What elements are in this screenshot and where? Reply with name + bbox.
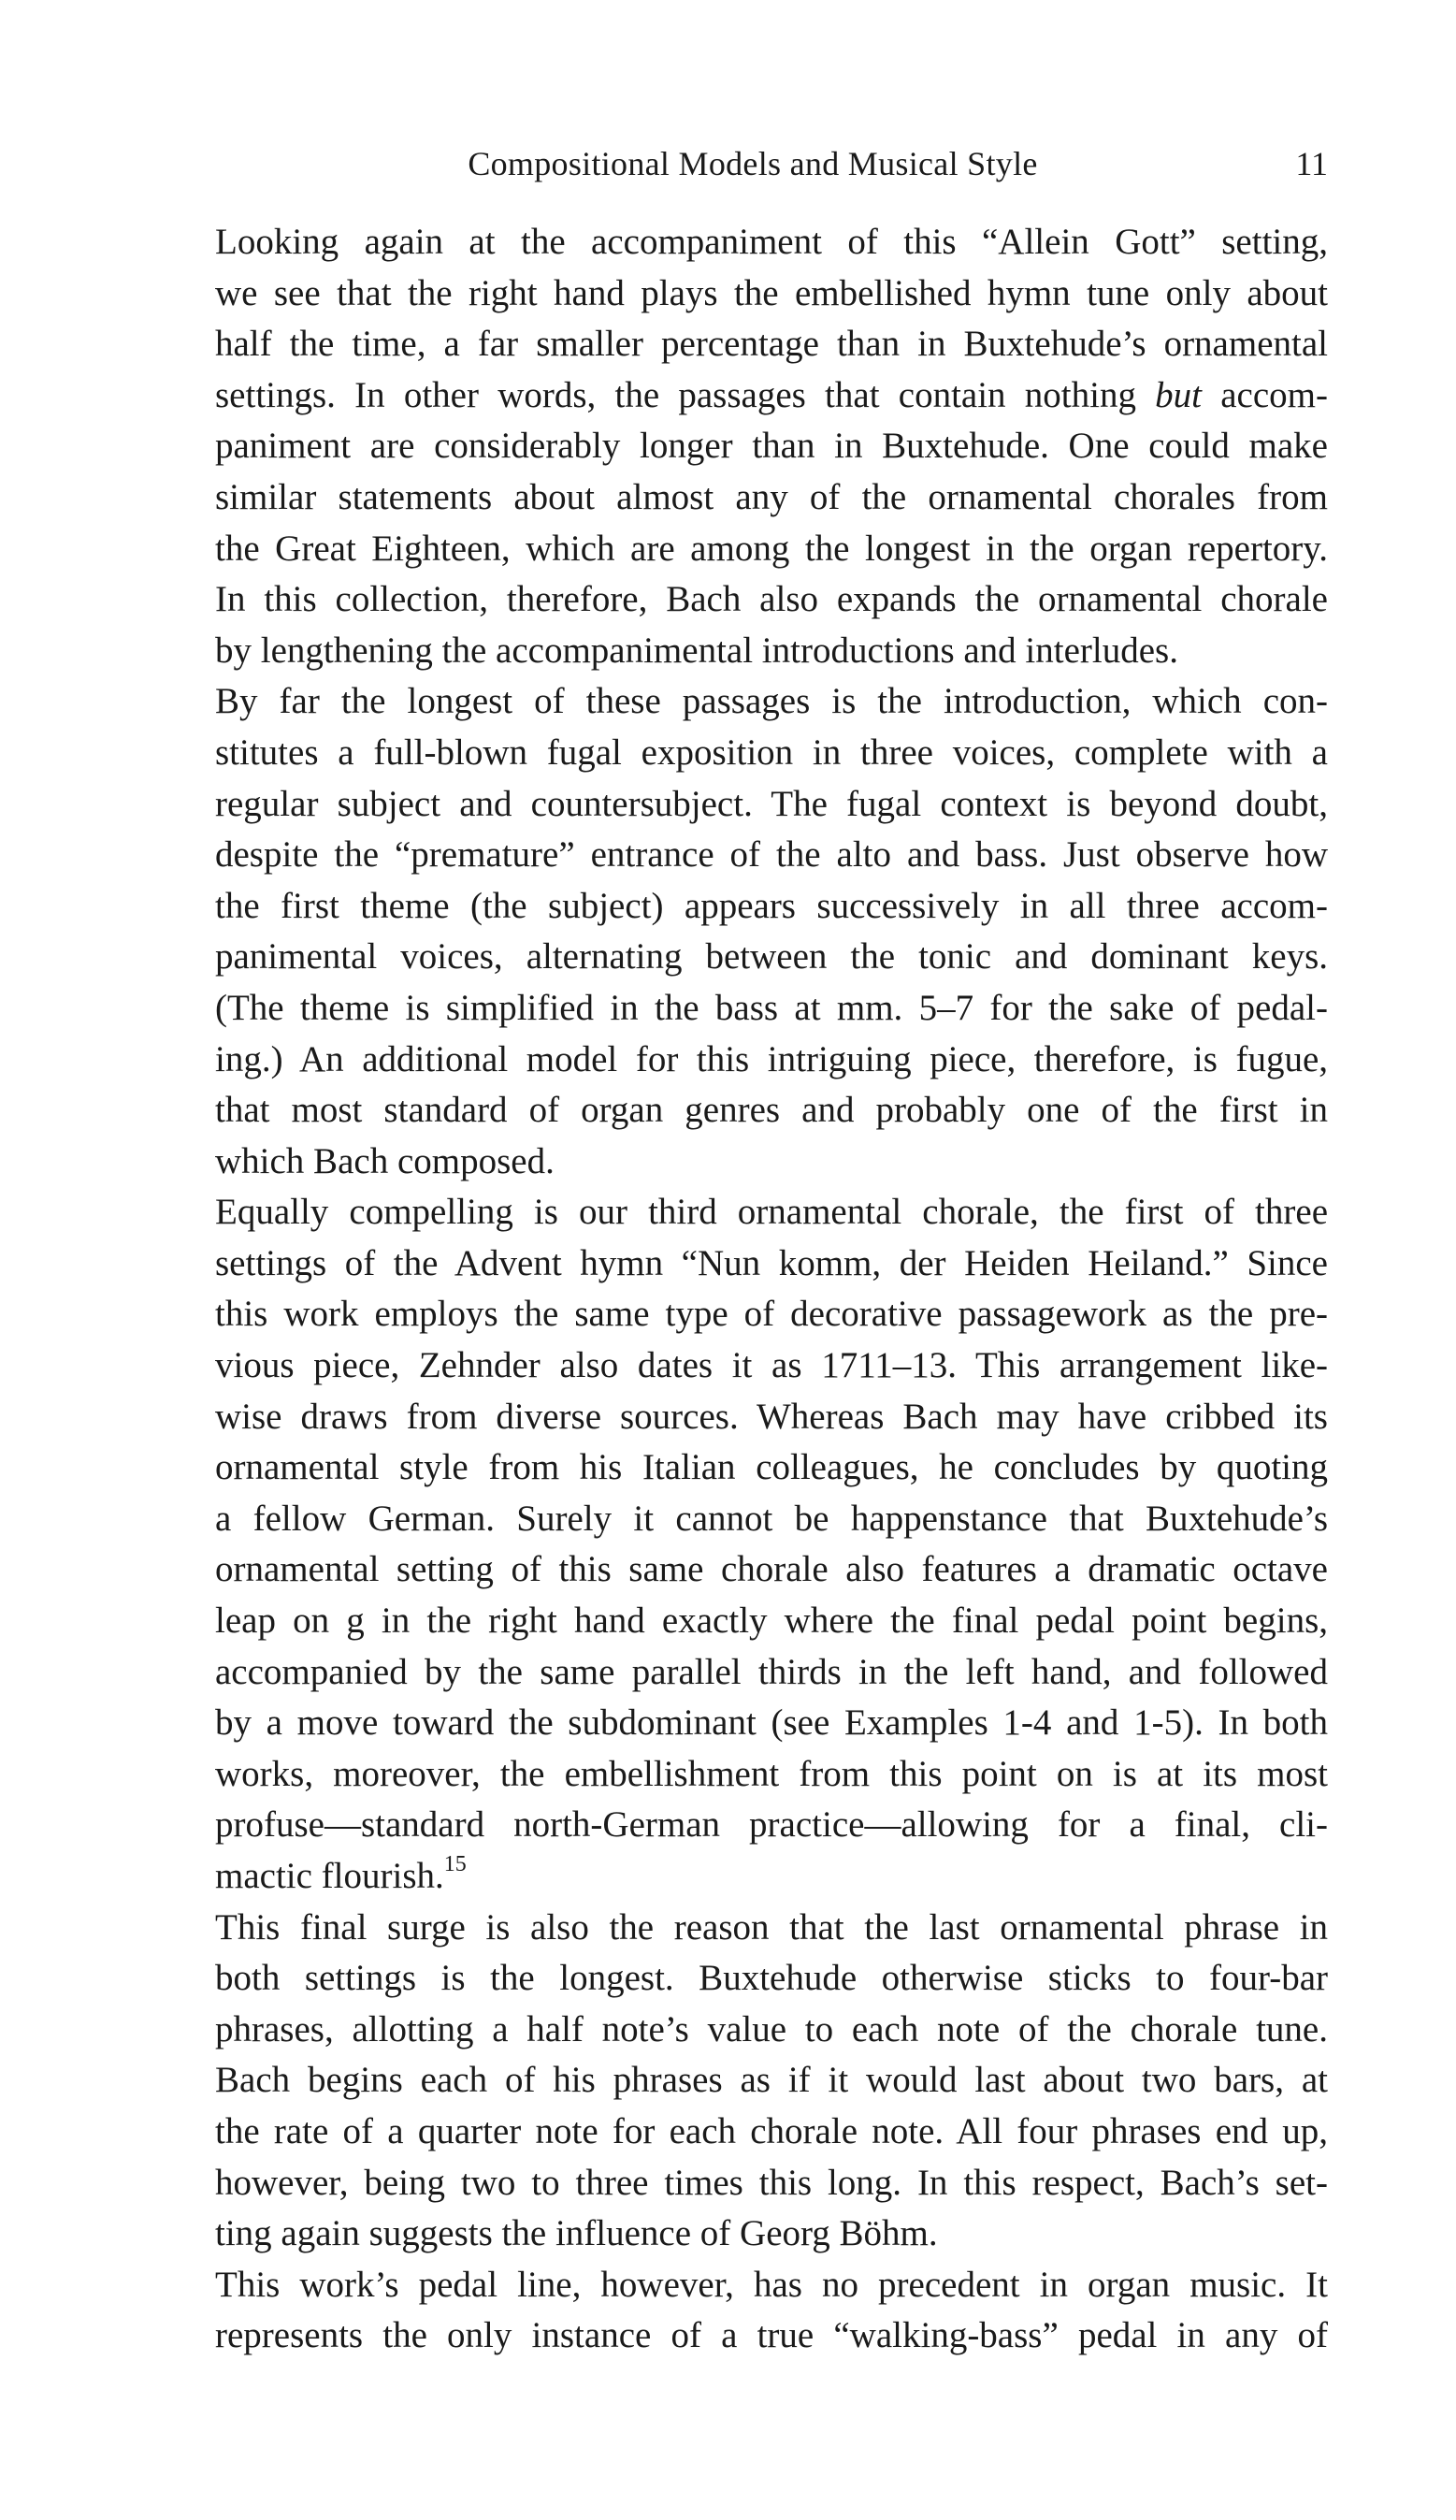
text-line: the Great Eighteen, which are among the longest in the organ repertory. xyxy=(215,528,1328,569)
text-line: a fellow German. Surely it cannot be happenstance that Buxtehude’s xyxy=(215,1498,1328,1539)
text-line: panimental voices, alternating between the tonic and dominant keys. xyxy=(215,936,1328,978)
text-segment: mactic flourish. xyxy=(215,1856,444,1896)
text-line: the first theme (the subject) appears successively in all three accom- xyxy=(215,885,1328,926)
text-line: This final surge is also the reason that the last ornamental phrase in xyxy=(215,1906,1328,1948)
text-line: In this collection, therefore, Bach also expands the ornamental chorale xyxy=(215,579,1328,620)
text-line: by a move toward the subdominant (see Examples 1-4 and 1-5). In both xyxy=(215,1702,1328,1744)
text-line: ting again suggests the influence of Georg Böhm. xyxy=(215,2213,938,2254)
text-line: despite the “premature” entrance of the alto and bass. Just observe how xyxy=(215,834,1328,876)
paragraph-5 xyxy=(178,2260,1328,2362)
text-line: similar statements about almost any of the ornamental chorales from xyxy=(215,476,1328,517)
text-line: This work’s pedal line, however, has no precedent in organ music. It xyxy=(215,2264,1328,2305)
text-line: we see that the right hand plays the embellished hymn tune only about xyxy=(215,272,1328,313)
text-line: ornamental setting of this same chorale also features a dramatic octave xyxy=(215,1549,1328,1590)
text-line: wise draws from diverse sources. Whereas Bach may have cribbed its xyxy=(215,1396,1328,1437)
text-line: ornamental style from his Italian colleagues, he concludes by quoting xyxy=(215,1447,1328,1488)
text-line: stitutes a full-blown fugal exposition in three voices, complete with a xyxy=(215,731,1328,773)
paragraph-3 xyxy=(178,1187,1328,1902)
text-line: which Bach composed. xyxy=(215,1140,555,1181)
running-head xyxy=(178,140,1328,187)
text-line: Bach begins each of his phrases as if it would last about two bars, at xyxy=(215,2060,1328,2101)
text-line: regular subject and countersubject. The fugal context is beyond doubt, xyxy=(215,783,1328,824)
text-line: this work employs the same type of decorative passagework as the pre- xyxy=(215,1294,1328,1335)
running-title: Compositional Models and Musical Style xyxy=(468,145,1038,182)
text-line: by lengthening the accompanimental introductions and interludes. xyxy=(215,630,1178,671)
text-line: phrases, allotting a half note’s value to each note of the chorale tune. xyxy=(215,2008,1328,2049)
text-line: leap on g in the right hand exactly where the final pedal point begins, xyxy=(215,1600,1328,1642)
text-line: half the time, a far smaller percentage than in Buxtehude’s ornamental xyxy=(215,324,1328,365)
text-line: the rate of a quarter note for each chorale note. All four phrases end up, xyxy=(215,2110,1328,2151)
italic-word: but xyxy=(1155,374,1203,415)
text-line xyxy=(178,1851,1328,1903)
text-line: By far the longest of these passages is the introduction, which con- xyxy=(215,681,1328,722)
text-segment: accom- xyxy=(1202,374,1328,415)
body-text xyxy=(178,217,1328,2362)
text-segment: settings. In other words, the passages that contain nothing xyxy=(215,374,1156,415)
text-line: works, moreover, the embellishment from this point on is at its most xyxy=(215,1753,1328,1794)
paragraph-1 xyxy=(178,217,1328,676)
text-line: settings of the Advent hymn “Nun komm, der Heiden Heiland.” Since xyxy=(215,1242,1328,1283)
text-line: (The theme is simplified in the bass at mm. 5–7 for the sake of pedal- xyxy=(215,987,1328,1028)
text-line: paniment are considerably longer than in Buxtehude. One could make xyxy=(215,426,1328,467)
text-line: however, being two to three times this long. In this respect, Bach’s set- xyxy=(215,2162,1328,2203)
text-line xyxy=(178,370,1328,422)
text-line: vious piece, Zehnder also dates it as 1711–13. This arrangement like- xyxy=(215,1345,1328,1386)
paragraph-4 xyxy=(178,1903,1328,2260)
text-line: ing.) An additional model for this intriguing piece, therefore, is fugue, xyxy=(215,1038,1328,1079)
footnote-reference[interactable]: 15 xyxy=(443,1852,467,1876)
text-line: that most standard of organ genres and probably one of the first in xyxy=(215,1090,1328,1131)
text-line: represents the only instance of a true “walking-bass” pedal in any of xyxy=(215,2315,1328,2356)
text-line: Looking again at the accompaniment of this “Allein Gott” setting, xyxy=(215,222,1328,262)
paragraph-2 xyxy=(178,676,1328,1187)
text-line: Equally compelling is our third ornamental chorale, the first of three xyxy=(215,1192,1328,1233)
text-line: both settings is the longest. Buxtehude otherwise sticks to four-bar xyxy=(215,1958,1328,1999)
text-line: profuse—standard north-German practice—allowing for a final, cli- xyxy=(215,1804,1328,1846)
page-number: 11 xyxy=(1295,145,1328,182)
text-line: accompanied by the same parallel thirds in the left hand, and followed xyxy=(215,1651,1328,1692)
